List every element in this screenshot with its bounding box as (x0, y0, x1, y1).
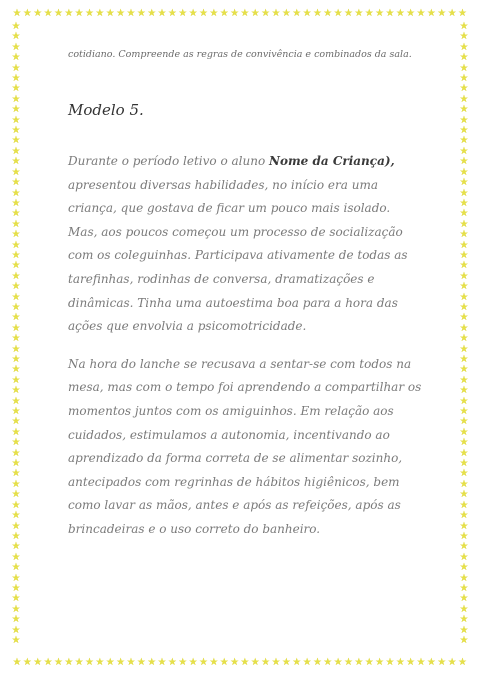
star-icon: ★ (188, 657, 198, 668)
star-icon: ★ (126, 657, 136, 668)
star-icon: ★ (11, 156, 21, 168)
star-icon: ★ (167, 8, 177, 19)
star-icon: ★ (459, 489, 469, 501)
star-icon: ★ (11, 499, 21, 511)
star-icon: ★ (406, 657, 416, 668)
star-icon: ★ (459, 582, 469, 594)
star-icon: ★ (459, 458, 469, 470)
star-icon: ★ (11, 249, 21, 261)
star-icon: ★ (11, 135, 21, 147)
star-icon: ★ (459, 499, 469, 511)
star-icon: ★ (447, 8, 457, 19)
star-icon: ★ (459, 634, 469, 646)
star-icon: ★ (459, 114, 469, 126)
star-icon: ★ (11, 624, 21, 636)
star-icon: ★ (11, 52, 21, 64)
star-icon: ★ (11, 239, 21, 251)
star-icon: ★ (11, 593, 21, 605)
star-icon: ★ (459, 73, 469, 85)
star-icon: ★ (11, 447, 21, 459)
star-icon: ★ (33, 657, 43, 668)
star-icon: ★ (385, 657, 395, 668)
star-icon: ★ (147, 657, 157, 668)
star-icon: ★ (11, 104, 21, 116)
paragraph-1-start: Durante o período letivo o aluno (68, 154, 269, 168)
star-icon: ★ (364, 8, 374, 19)
star-icon: ★ (261, 657, 271, 668)
star-icon: ★ (437, 8, 447, 19)
star-icon: ★ (459, 322, 469, 334)
star-icon: ★ (395, 657, 405, 668)
star-icon: ★ (385, 8, 395, 19)
star-icon: ★ (11, 426, 21, 438)
star-icon: ★ (157, 657, 167, 668)
star-icon: ★ (198, 8, 208, 19)
star-icon: ★ (11, 468, 21, 480)
star-icon: ★ (459, 468, 469, 480)
star-icon: ★ (11, 458, 21, 470)
star-icon: ★ (198, 657, 208, 668)
star-icon: ★ (459, 52, 469, 64)
star-icon: ★ (147, 8, 157, 19)
star-icon: ★ (416, 8, 426, 19)
star-icon: ★ (459, 510, 469, 522)
star-icon: ★ (11, 437, 21, 449)
star-icon: ★ (12, 8, 22, 19)
star-icon: ★ (437, 657, 447, 668)
star-icon: ★ (85, 8, 94, 19)
star-icon: ★ (416, 657, 426, 668)
star-icon: ★ (354, 8, 364, 19)
star-icon: ★ (459, 364, 469, 376)
intro-text: cotidiano. Compreende as regras de convivência e combinados da sala. (68, 49, 412, 60)
star-icon: ★ (11, 478, 21, 490)
star-icon: ★ (406, 8, 416, 19)
star-icon: ★ (219, 657, 229, 668)
star-icon: ★ (459, 426, 469, 438)
star-icon: ★ (459, 239, 469, 251)
star-icon: ★ (302, 657, 312, 668)
star-icon: ★ (11, 125, 21, 137)
star-icon: ★ (11, 343, 21, 355)
star-icon: ★ (11, 62, 21, 74)
star-icon: ★ (11, 270, 21, 282)
star-icon: ★ (240, 8, 250, 19)
star-icon: ★ (126, 8, 136, 19)
star-icon: ★ (459, 229, 469, 241)
star-icon: ★ (323, 657, 333, 668)
star-icon: ★ (250, 8, 260, 19)
star-icon: ★ (11, 73, 21, 85)
star-icon: ★ (447, 657, 457, 668)
star-icon: ★ (33, 8, 43, 19)
star-icon: ★ (64, 657, 74, 668)
star-icon: ★ (459, 624, 469, 636)
star-icon: ★ (11, 395, 21, 407)
star-icon: ★ (459, 62, 469, 74)
star-icon: ★ (459, 520, 469, 532)
star-icon: ★ (292, 657, 302, 668)
star-icon: ★ (459, 187, 469, 199)
star-icon: ★ (178, 8, 188, 19)
star-icon: ★ (459, 135, 469, 147)
star-icon: ★ (459, 437, 469, 449)
star-icon: ★ (11, 291, 21, 303)
star-icon: ★ (459, 374, 469, 386)
star-icon: ★ (459, 530, 469, 542)
star-icon: ★ (230, 657, 240, 668)
star-icon: ★ (219, 8, 229, 19)
star-icon: ★ (459, 166, 469, 178)
star-icon: ★ (426, 657, 436, 668)
star-icon: ★ (459, 291, 469, 303)
child-name-placeholder: Nome da Criança), (269, 154, 395, 168)
star-border-left (10, 22, 22, 646)
star-icon: ★ (459, 145, 469, 157)
star-icon: ★ (11, 603, 21, 615)
star-icon: ★ (11, 312, 21, 324)
star-border-bottom (12, 657, 468, 669)
star-icon: ★ (64, 8, 74, 19)
star-icon: ★ (459, 312, 469, 324)
star-icon: ★ (43, 8, 53, 19)
star-icon: ★ (74, 657, 84, 668)
star-icon: ★ (11, 31, 21, 43)
star-icon: ★ (459, 31, 469, 43)
star-icon: ★ (12, 657, 22, 668)
star-icon: ★ (11, 489, 21, 501)
star-icon: ★ (11, 614, 21, 626)
star-icon: ★ (11, 416, 21, 428)
star-icon: ★ (11, 541, 21, 553)
star-icon: ★ (459, 447, 469, 459)
star-icon: ★ (209, 657, 219, 668)
star-icon: ★ (459, 416, 469, 428)
star-icon: ★ (344, 657, 353, 668)
star-icon: ★ (11, 218, 21, 230)
paragraph-1 (68, 150, 422, 339)
star-icon: ★ (459, 572, 469, 584)
star-icon: ★ (11, 322, 21, 334)
star-icon: ★ (459, 93, 469, 105)
star-icon: ★ (375, 657, 385, 668)
star-icon: ★ (459, 260, 469, 272)
star-icon: ★ (85, 657, 94, 668)
star-icon: ★ (459, 541, 469, 553)
star-icon: ★ (22, 8, 32, 19)
star-icon: ★ (271, 657, 281, 668)
star-icon: ★ (11, 41, 21, 53)
star-icon: ★ (11, 520, 21, 532)
star-icon: ★ (459, 197, 469, 209)
star-icon: ★ (11, 364, 21, 376)
star-icon: ★ (11, 301, 21, 313)
star-icon: ★ (95, 657, 105, 668)
star-icon: ★ (302, 8, 312, 19)
star-icon: ★ (459, 104, 469, 116)
star-icon: ★ (459, 301, 469, 313)
star-icon: ★ (11, 385, 21, 397)
star-icon: ★ (459, 249, 469, 261)
star-icon: ★ (459, 83, 469, 95)
star-icon: ★ (281, 657, 291, 668)
star-icon: ★ (459, 614, 469, 626)
star-icon: ★ (333, 8, 343, 19)
star-icon: ★ (136, 657, 146, 668)
star-icon: ★ (459, 478, 469, 490)
star-icon: ★ (457, 657, 467, 668)
star-icon: ★ (167, 657, 177, 668)
star-icon: ★ (459, 562, 469, 574)
star-icon: ★ (323, 8, 333, 19)
star-icon: ★ (11, 551, 21, 563)
star-icon: ★ (22, 657, 32, 668)
star-icon: ★ (11, 634, 21, 646)
star-border-right (458, 22, 470, 646)
star-icon: ★ (11, 582, 21, 594)
star-icon: ★ (11, 208, 21, 220)
star-icon: ★ (11, 260, 21, 272)
star-icon: ★ (395, 8, 405, 19)
star-icon: ★ (261, 8, 271, 19)
star-icon: ★ (426, 8, 436, 19)
star-icon: ★ (11, 177, 21, 189)
star-icon: ★ (459, 281, 469, 293)
star-icon: ★ (11, 83, 21, 95)
star-icon: ★ (459, 343, 469, 355)
star-icon: ★ (11, 354, 21, 365)
star-icon: ★ (11, 406, 21, 418)
model-heading: Modelo 5. (68, 101, 144, 119)
star-icon: ★ (459, 156, 469, 168)
star-icon: ★ (364, 657, 374, 668)
star-icon: ★ (459, 354, 469, 365)
star-icon: ★ (11, 374, 21, 386)
star-icon: ★ (188, 8, 198, 19)
star-icon: ★ (43, 657, 53, 668)
star-icon: ★ (11, 145, 21, 157)
star-icon: ★ (459, 385, 469, 397)
document-content (68, 46, 422, 542)
star-icon: ★ (459, 177, 469, 189)
star-icon: ★ (11, 93, 21, 105)
star-icon: ★ (344, 8, 353, 19)
star-icon: ★ (459, 551, 469, 563)
star-icon: ★ (105, 657, 115, 668)
star-icon: ★ (74, 8, 84, 19)
star-icon: ★ (11, 197, 21, 209)
star-icon: ★ (457, 8, 467, 19)
star-icon: ★ (11, 530, 21, 542)
star-icon: ★ (459, 208, 469, 220)
star-icon: ★ (459, 593, 469, 605)
star-icon: ★ (11, 114, 21, 126)
star-icon: ★ (136, 8, 146, 19)
star-icon: ★ (459, 333, 469, 345)
star-icon: ★ (459, 395, 469, 407)
star-icon: ★ (459, 125, 469, 137)
star-icon: ★ (281, 8, 291, 19)
star-icon: ★ (292, 8, 302, 19)
star-icon: ★ (178, 657, 188, 668)
star-icon: ★ (459, 218, 469, 230)
star-icon: ★ (53, 657, 63, 668)
star-icon: ★ (157, 8, 167, 19)
star-icon: ★ (459, 270, 469, 282)
star-icon: ★ (53, 8, 63, 19)
star-icon: ★ (95, 8, 105, 19)
star-icon: ★ (459, 41, 469, 53)
star-icon: ★ (459, 406, 469, 418)
star-icon: ★ (116, 657, 126, 668)
paragraph-2: Na hora do lanche se recusava a sentar-se com todos na mesa, mas com o tempo foi aprendendo a compartilhar os momentos juntos com os amiguinhos. Em relação aos cuidados, estimulamos a autonomia, incentivando ao aprendizado da forma correta de se alimentar sozinho, antecipados com regrinhas de hábitos higiênicos, bem como lavar as mãos, antes e após as refeições, após as brincadeiras e o uso correto do banheiro. (68, 356, 422, 536)
star-icon: ★ (11, 229, 21, 241)
star-icon: ★ (459, 21, 469, 32)
star-icon: ★ (105, 8, 115, 19)
star-icon: ★ (459, 603, 469, 615)
star-icon: ★ (312, 8, 322, 19)
paragraph-1-rest: apresentou diversas habilidades, no início era uma criança, que gostava de ficar um pouco mais isolado. Mas, aos poucos começou um processo de socialização com os coleguinhas. Participava ativamente de todas as tarefinhas, rodinhas de conversa, dramatizações e dinâmicas. Tinha uma autoestima boa para a hora das ações que envolvia a psicomotricidade. (68, 177, 408, 334)
star-icon: ★ (11, 21, 21, 32)
star-icon: ★ (354, 657, 364, 668)
star-icon: ★ (116, 8, 126, 19)
star-icon: ★ (11, 281, 21, 293)
star-icon: ★ (11, 572, 21, 584)
star-icon: ★ (230, 8, 240, 19)
star-icon: ★ (250, 657, 260, 668)
star-icon: ★ (11, 562, 21, 574)
star-icon: ★ (240, 657, 250, 668)
star-icon: ★ (209, 8, 219, 19)
star-icon: ★ (11, 166, 21, 178)
star-icon: ★ (11, 510, 21, 522)
star-icon: ★ (271, 8, 281, 19)
star-icon: ★ (375, 8, 385, 19)
star-icon: ★ (312, 657, 322, 668)
star-icon: ★ (11, 187, 21, 199)
star-icon: ★ (333, 657, 343, 668)
star-border-top (12, 8, 468, 20)
star-icon: ★ (11, 333, 21, 345)
